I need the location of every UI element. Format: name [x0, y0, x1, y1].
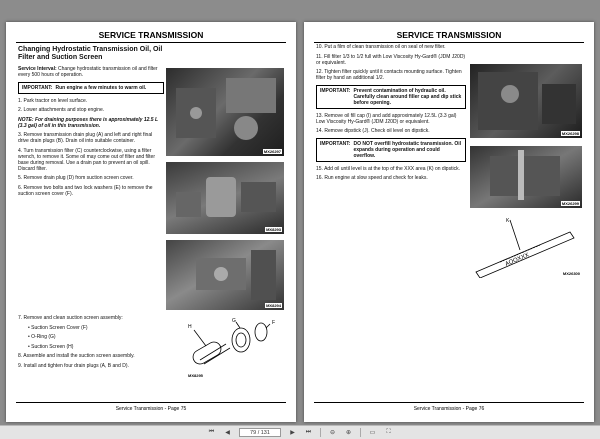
- step-12: 12. Tighten filter quickly until it contacts mounting surface. Tighten filter by hand an additional 1/2.: [316, 69, 462, 81]
- figure-id: MX8295: [188, 373, 203, 378]
- fit-page-icon[interactable]: ▭: [369, 430, 376, 436]
- viewer-toolbar: [0, 425, 600, 439]
- figure-id: MX26300: [562, 271, 580, 276]
- last-page-icon[interactable]: ⏭: [305, 429, 312, 435]
- photo-fill-cap-graphic: [470, 64, 582, 138]
- figure-id: MX8294: [266, 303, 281, 308]
- photo-fill-cap: [470, 64, 582, 138]
- bullet-cover: • Suction Screen Cover (F): [28, 324, 88, 331]
- step-1: 1. Park tractor on level surface.: [18, 97, 88, 104]
- step-8: 8. Assemble and install the suction screen assembly.: [18, 353, 135, 359]
- zoom-in-icon[interactable]: ⊕: [345, 430, 352, 436]
- photo-drain-plugs: [166, 68, 284, 156]
- page-76: [304, 22, 594, 422]
- callout-h: H: [188, 324, 192, 330]
- next-page-icon[interactable]: ▶: [290, 430, 295, 436]
- important-box: IMPORTANT: Run engine a few minutes to warm oil.: [18, 82, 164, 94]
- page-75: [6, 22, 296, 422]
- figure-id: MX26298: [561, 131, 579, 136]
- step-14: 14. Remove dipstick (J). Check oil level on dipstick.: [316, 128, 430, 134]
- step-7: 7. Remove and clean suction screen assembly:: [18, 315, 123, 321]
- step-6: 6. Remove two bolts and two lock washers (E) to remove the suction screen cover (F).: [18, 184, 153, 197]
- suction-screen-diagram: [186, 316, 284, 380]
- prev-page-icon[interactable]: ◀: [225, 430, 230, 436]
- step-16: 16. Run engine at slow speed and check for leaks.: [316, 175, 428, 181]
- bullet-screen: • Suction Screen (H): [28, 343, 74, 350]
- important-box-2: IMPORTANT: DO NOT overfill hydrostatic transmission. Oil expands during operation and could overflow.: [316, 138, 466, 162]
- callout-g: G: [232, 318, 236, 324]
- dipstick-xxx-mark: AOOXXX: [504, 252, 531, 268]
- step-13: 13. Remove oil fill cap (I) and add approximately 12.5L (3.3 gal) Low Viscosity Hy-Gard® (JDM J20D) or equivalent.: [316, 112, 457, 125]
- bullet-oring: • O-Ring (G): [28, 334, 56, 340]
- photo-filter-graphic: [166, 162, 284, 234]
- zoom-out-icon[interactable]: ⊖: [329, 430, 336, 436]
- figure-id: MX26297: [263, 149, 281, 154]
- figure-id: MX26299: [561, 201, 579, 206]
- dipstick-drawing: [470, 216, 582, 278]
- first-page-icon[interactable]: ⏮: [208, 429, 215, 435]
- important-box-1: IMPORTANT: Prevent contamination of hydraulic oil. Carefully clean around filler cap and dip stick before opening.: [316, 85, 466, 109]
- figure-id: MX8293: [266, 227, 281, 232]
- photo-dipstick: [470, 146, 582, 208]
- photo-dipstick-graphic: [470, 146, 582, 208]
- callout-f: F: [272, 320, 276, 326]
- step-15: 15. Add oil until level is at the top of the XXX area (K) on dipstick.: [316, 165, 460, 172]
- toolbar-divider: [320, 428, 321, 437]
- left-text-column-bottom: [18, 315, 168, 372]
- service-interval: Service Interval: Change hydrostatic transmission oil and filter every 500 hours of operation.: [18, 66, 158, 78]
- callout-k: K: [506, 218, 510, 224]
- page-header: SERVICE TRANSMISSION: [16, 30, 286, 43]
- photo-suction-cover: [166, 240, 284, 310]
- step-5: 5. Remove drain plug (D) from suction screen cover.: [18, 175, 134, 181]
- step-3: 3. Remove transmission drain plug (A) and left and right final drive drain plugs (B). Drain oil into suitable container.: [18, 132, 153, 144]
- step-4: 4. Turn transmission filter (C) counterclockwise, using a filter wrench, to remove it. Some oil may come out of filter and filter base during removal. Use a drain pan to prevent an oil spill. Discard filter.: [18, 147, 155, 172]
- right-text-column: [316, 44, 466, 185]
- toolbar-divider: [360, 428, 361, 437]
- page-header: SERVICE TRANSMISSION: [314, 30, 584, 43]
- section-title: Changing Hydrostatic Transmission Oil, Oil Filter and Suction Screen: [18, 46, 163, 61]
- page-number-input[interactable]: 79 / 131: [239, 428, 281, 437]
- suction-screen-drawing: [186, 316, 284, 380]
- step-10: 10. Put a film of clean transmission oil on seal of new filter.: [316, 44, 446, 50]
- page-footer: Service Transmission - Page 75: [16, 402, 286, 412]
- photo-suction-cover-graphic: [166, 240, 284, 310]
- photo-filter: [166, 162, 284, 234]
- fullscreen-icon[interactable]: ⛶: [386, 429, 391, 435]
- step-9: 9. Install and tighten four drain plugs (A, B and D).: [18, 362, 129, 369]
- step-11: 11. Fill filter 1/3 to 1/2 full with Low Viscosity Hy-Gard® (JDM J20D) or equivalent.: [316, 53, 466, 66]
- left-text-column-top: [18, 46, 164, 200]
- photo-drain-plugs-graphic: [166, 68, 284, 156]
- step-2: 2. Lower attachments and stop engine.: [18, 107, 105, 113]
- note: NOTE: For draining purposes there is approximately 12.5 L (3.3 gal) of oil in this transmission.: [18, 116, 158, 129]
- page-footer: Service Transmission - Page 76: [314, 402, 584, 412]
- dipstick-diagram: [470, 216, 582, 278]
